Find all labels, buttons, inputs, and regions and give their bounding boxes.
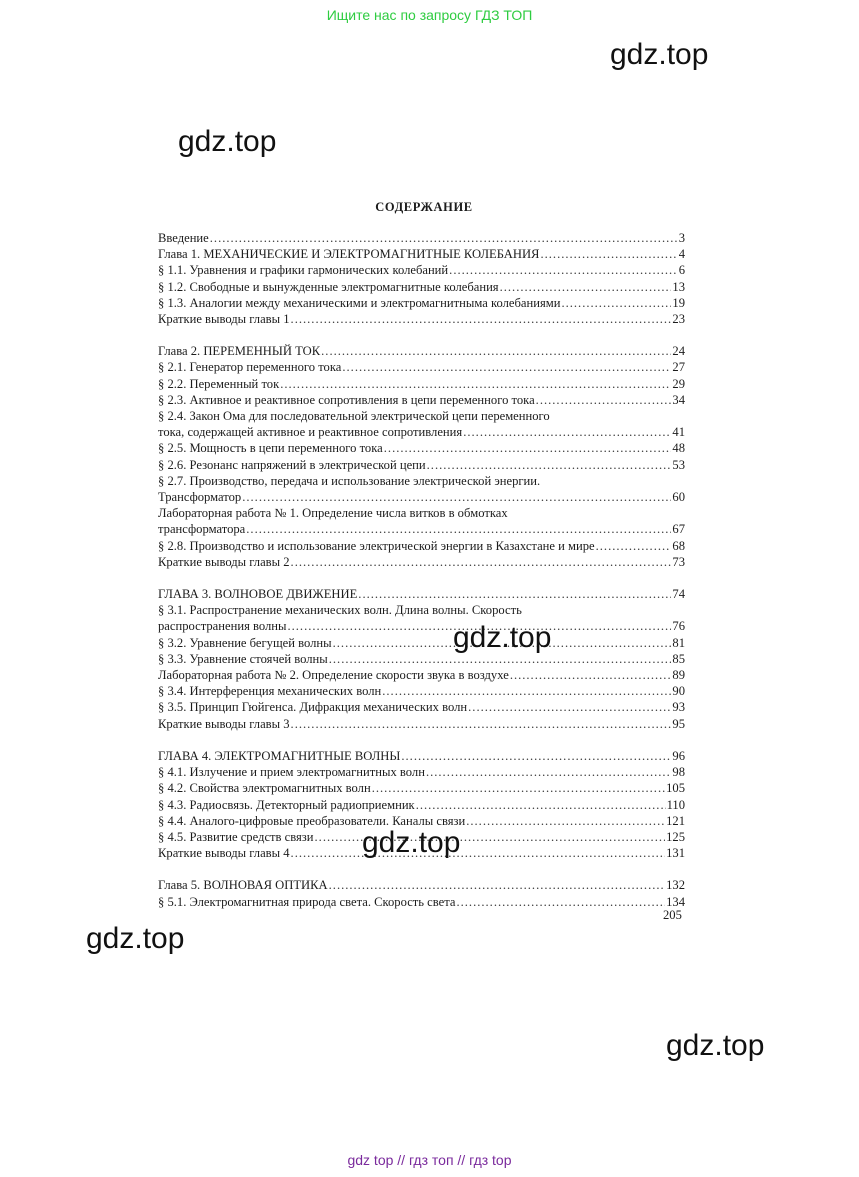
dot-leader <box>500 279 672 295</box>
toc-entry-line <box>158 780 685 796</box>
toc-entry-line <box>158 424 685 440</box>
dot-leader <box>510 667 672 683</box>
toc-page-number: 96 <box>672 748 685 763</box>
toc-entry-line <box>158 748 685 764</box>
dot-leader <box>246 521 671 537</box>
toc-page-number: 34 <box>672 392 685 407</box>
toc-entry-line <box>158 651 685 667</box>
toc-page-number: 13 <box>672 279 685 294</box>
toc-entry-line <box>158 457 685 473</box>
toc-page-number: 132 <box>666 878 685 893</box>
toc-entry-line <box>158 764 685 780</box>
toc-page-number: 3 <box>678 231 685 245</box>
toc-entry-title: § 4.1. Излучение и прием электромагнитных волн <box>158 765 425 780</box>
toc-page-number: 4 <box>678 247 685 262</box>
toc-page-number: 76 <box>672 619 685 634</box>
toc-entry-title: Краткие выводы главы 2 <box>158 554 290 569</box>
toc-entry-title: Глава 5. ВОЛНОВАЯ ОПТИКА <box>158 878 328 893</box>
dot-leader <box>358 586 671 602</box>
dot-leader <box>561 295 671 311</box>
dot-leader <box>291 845 666 861</box>
toc-entry <box>158 716 685 732</box>
toc-entry <box>158 392 685 408</box>
toc-entry-line: § 2.4. Закон Ома для последовательной электрической цепи переменного <box>158 409 550 424</box>
toc-entry-line: § 3.1. Распространение механических волн. Длина волны. Скорость <box>158 603 522 618</box>
toc-entry <box>158 440 685 456</box>
toc-entry-line <box>158 440 685 456</box>
toc-entry <box>158 262 685 278</box>
toc-entry-title: трансформатора <box>158 522 246 537</box>
toc-page-number: 27 <box>672 360 685 375</box>
toc-entry-line <box>158 311 685 327</box>
dot-leader <box>210 230 678 246</box>
toc-title: СОДЕРЖАНИЕ <box>375 200 473 214</box>
toc-entry-title: Краткие выводы главы 3 <box>158 716 290 731</box>
dot-leader <box>329 877 665 893</box>
toc-entry-title: § 1.1. Уравнения и графики гармонических колебаний <box>158 263 449 278</box>
toc-entry-line <box>158 635 685 651</box>
toc-page-number: 134 <box>666 894 685 909</box>
toc-page-number: 19 <box>672 295 685 310</box>
toc-entry <box>158 279 685 295</box>
watermark: gdz.top <box>86 922 185 955</box>
dot-leader <box>536 392 672 408</box>
toc-entry <box>158 635 685 651</box>
toc-entry-title: § 2.2. Переменный ток <box>158 376 280 391</box>
toc-entry-title: Краткие выводы главы 4 <box>158 846 290 861</box>
toc-entry <box>158 343 685 359</box>
toc-entry-title: § 4.4. Аналого-цифровые преобразователи. Каналы связи <box>158 813 466 828</box>
page-number: 205 <box>663 908 682 922</box>
toc-entry-line <box>158 376 685 392</box>
toc-page-number: 89 <box>672 668 685 683</box>
toc-entry <box>158 295 685 311</box>
toc-page-number: 67 <box>672 522 685 537</box>
toc-entry <box>158 699 685 715</box>
toc-page-number: 85 <box>672 651 685 666</box>
toc-entry-line <box>158 894 685 910</box>
toc-entry-title: Лабораторная работа № 2. Определение скорости звука в воздухе <box>158 668 509 683</box>
toc-entry-title: Краткие выводы главы 1 <box>158 312 290 327</box>
watermark: gdz.top <box>666 1029 765 1062</box>
toc-entry <box>158 473 685 505</box>
toc-page-number: 110 <box>666 797 685 812</box>
toc-page-number: 95 <box>672 716 685 731</box>
dot-leader <box>384 440 672 456</box>
dot-leader <box>468 699 671 715</box>
toc-page-number: 93 <box>672 700 685 715</box>
toc-entry-line <box>158 521 685 537</box>
toc-page-number: 6 <box>678 263 685 278</box>
toc-entry-line <box>158 343 685 359</box>
dot-leader <box>463 424 671 440</box>
toc-page-number: 73 <box>672 554 685 569</box>
toc-entry-title: распространения волны <box>158 619 287 634</box>
toc-page-number: 68 <box>672 538 685 553</box>
toc-entry <box>158 602 685 634</box>
toc-entry-line <box>158 877 685 893</box>
dot-leader <box>456 894 665 910</box>
toc-entry-line <box>158 683 685 699</box>
toc-page-number: 29 <box>672 376 685 391</box>
toc-page-number: 41 <box>672 425 685 440</box>
toc-entry-line <box>158 716 685 732</box>
toc-entry-title: § 3.2. Уравнение бегущей волны <box>158 635 332 650</box>
dot-leader <box>416 797 666 813</box>
toc-page-number: 60 <box>672 490 685 505</box>
dot-leader <box>342 359 671 375</box>
toc-entry-title: ГЛАВА 3. ВОЛНОВОЕ ДВИЖЕНИЕ <box>158 587 358 602</box>
toc-entry-title: § 1.3. Аналогии между механическими и электромагнитныма колебаниями <box>158 295 561 310</box>
toc-entry <box>158 780 685 796</box>
toc-page-number: 105 <box>666 781 685 796</box>
toc-entry-line <box>158 699 685 715</box>
toc-entry-line <box>158 262 685 278</box>
toc-page-number: 48 <box>672 441 685 456</box>
dot-leader <box>596 538 672 554</box>
table-of-contents <box>158 230 685 926</box>
toc-entry-title: § 2.5. Мощность в цепи переменного тока <box>158 441 383 456</box>
toc-entry-title: Введение <box>158 231 209 245</box>
toc-entry-line <box>158 667 685 683</box>
toc-entry-line: § 2.7. Производство, передача и использование электрической энергии. <box>158 473 541 488</box>
toc-entry <box>158 359 685 375</box>
toc-entry-title: Глава 2. ПЕРЕМЕННЫЙ ТОК <box>158 344 321 359</box>
toc-page-number: 125 <box>666 829 685 844</box>
toc-entry <box>158 651 685 667</box>
toc-entry <box>158 894 685 910</box>
toc-entry-line <box>158 295 685 311</box>
toc-entry <box>158 246 685 262</box>
toc-page-number: 53 <box>672 457 685 472</box>
toc-entry-title: тока, содержащей активное и реактивное сопротивления <box>158 425 463 440</box>
toc-entry-line <box>158 392 685 408</box>
toc-entry <box>158 311 685 327</box>
dot-leader <box>291 311 672 327</box>
dot-leader <box>291 554 672 570</box>
toc-page-number: 81 <box>672 635 685 650</box>
toc-page-number: 121 <box>666 813 685 828</box>
toc-entry <box>158 797 685 813</box>
bottom-banner[interactable]: gdz top // гдз топ // гдз top <box>347 1152 512 1168</box>
dot-leader <box>321 343 671 359</box>
watermark: gdz.top <box>178 125 277 158</box>
toc-entry-line <box>158 797 685 813</box>
toc-page-number: 98 <box>672 765 685 780</box>
toc-entry <box>158 554 685 570</box>
dot-leader <box>540 246 677 262</box>
toc-entry <box>158 376 685 392</box>
top-banner[interactable]: Ищите нас по запросу ГДЗ ТОП <box>326 7 533 23</box>
toc-entry-title: § 2.8. Производство и использование электрической энергии в Казахстане и мире <box>158 538 595 553</box>
toc-page-number: 74 <box>672 587 685 602</box>
toc-entry-line <box>158 230 685 246</box>
dot-leader <box>466 813 665 829</box>
toc-entry <box>158 586 685 602</box>
toc-entry-title: § 4.2. Свойства электромагнитных волн <box>158 781 371 796</box>
toc-section <box>158 877 685 909</box>
dot-leader <box>372 780 665 796</box>
watermark: gdz.top <box>362 826 461 859</box>
toc-page-number: 23 <box>672 312 685 327</box>
toc-entry <box>158 408 685 440</box>
dot-leader <box>242 489 671 505</box>
toc-entry <box>158 748 685 764</box>
toc-entry <box>158 683 685 699</box>
toc-entry-line <box>158 618 685 634</box>
toc-entry-line <box>158 489 685 505</box>
dot-leader <box>291 716 672 732</box>
toc-entry-line <box>158 359 685 375</box>
toc-entry-line <box>158 586 685 602</box>
toc-entry <box>158 457 685 473</box>
toc-entry-title: § 4.3. Радиосвязь. Детекторный радиоприемник <box>158 797 415 812</box>
dot-leader <box>401 748 671 764</box>
dot-leader <box>426 764 671 780</box>
toc-entry-title: Трансформатор <box>158 490 242 505</box>
toc-entry-title: ГЛАВА 4. ЭЛЕКТРОМАГНИТНЫЕ ВОЛНЫ <box>158 748 401 763</box>
dot-leader <box>280 376 671 392</box>
dot-leader <box>449 262 678 278</box>
toc-page-number: 131 <box>666 846 685 861</box>
toc-section <box>158 586 685 732</box>
toc-entry <box>158 877 685 893</box>
toc-entry <box>158 764 685 780</box>
toc-entry-title: § 2.3. Активное и реактивное сопротивления в цепи переменного тока <box>158 392 535 407</box>
toc-entry <box>158 667 685 683</box>
toc-section <box>158 230 685 327</box>
toc-entry <box>158 230 685 246</box>
watermark: gdz.top <box>453 621 552 654</box>
toc-section <box>158 343 685 570</box>
watermark: gdz.top <box>610 38 709 71</box>
toc-entry-line: Лабораторная работа № 1. Определение числа витков в обмотках <box>158 506 508 521</box>
toc-entry <box>158 505 685 537</box>
toc-entry-title: § 2.6. Резонанс напряжений в электрической цепи <box>158 457 426 472</box>
toc-entry-title: § 2.1. Генератор переменного тока <box>158 360 342 375</box>
toc-entry-title: § 3.3. Уравнение стоячей волны <box>158 651 328 666</box>
toc-entry-title: § 3.4. Интерференция механических волн <box>158 684 382 699</box>
toc-page-number: 90 <box>672 684 685 699</box>
toc-entry-line <box>158 246 685 262</box>
toc-page-number: 24 <box>672 344 685 359</box>
toc-entry-title: § 4.5. Развитие средств связи <box>158 829 314 844</box>
toc-entry-title: § 3.5. Принцип Гюйгенса. Дифракция механических волн <box>158 700 468 715</box>
toc-entry-line <box>158 554 685 570</box>
toc-entry-title: § 1.2. Свободные и вынужденные электромагнитные колебания <box>158 279 499 294</box>
toc-entry-line <box>158 538 685 554</box>
toc-entry-title: § 5.1. Электромагнитная природа света. Скорость света <box>158 894 456 909</box>
dot-leader <box>382 683 671 699</box>
toc-entry-line <box>158 279 685 295</box>
toc-entry-title: Глава 1. МЕХАНИЧЕСКИЕ И ЭЛЕКТРОМАГНИТНЫЕ КОЛЕБАНИЯ <box>158 247 540 262</box>
toc-entry <box>158 538 685 554</box>
dot-leader <box>427 457 672 473</box>
